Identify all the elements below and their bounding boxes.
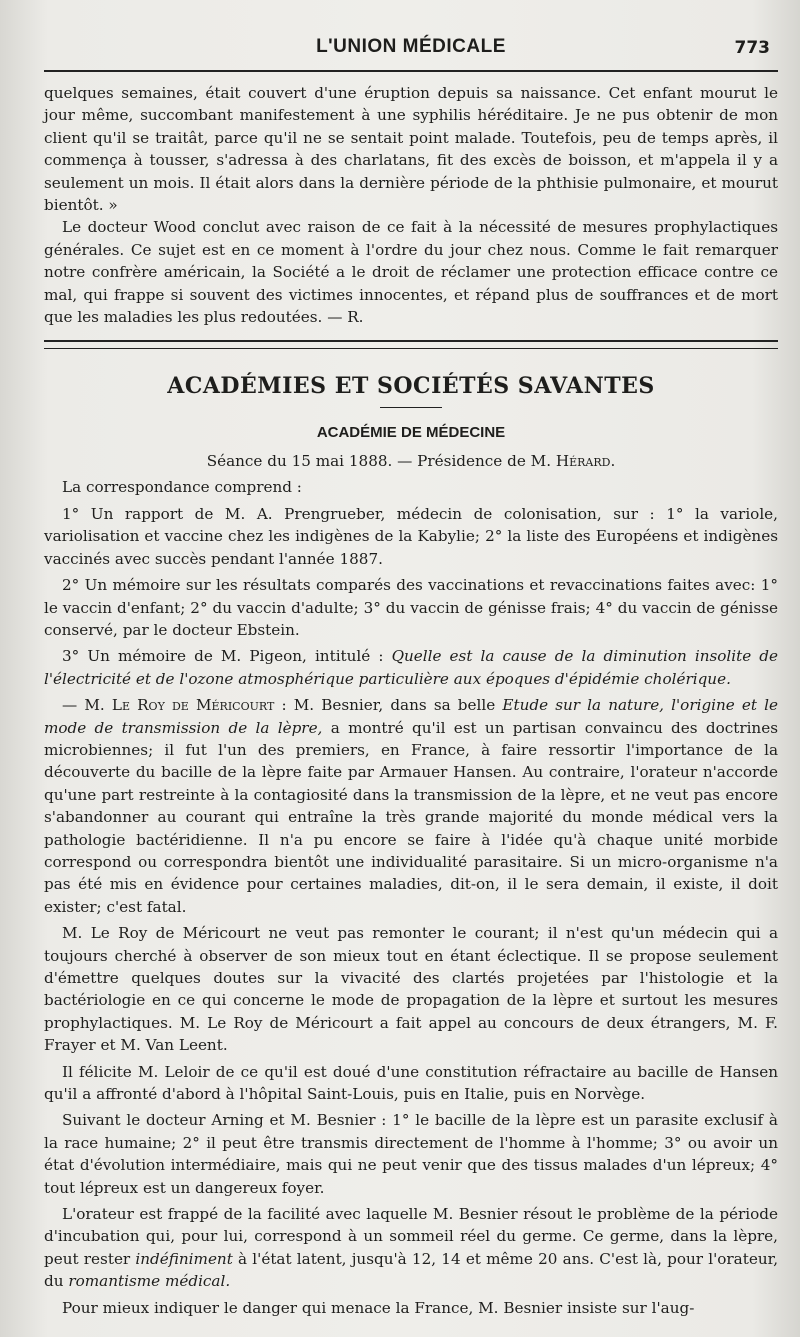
- item-3-lead: 3° Un mémoire de M. Pigeon, intitulé :: [62, 647, 384, 666]
- leroy-paragraph-5: [44, 1203, 778, 1293]
- page-body: [44, 82, 778, 1319]
- leroy-paragraph-6: Pour mieux indiquer le danger qui menace la France, M. Besnier insiste sur l'aug-: [62, 1298, 695, 1317]
- title-underline: [380, 407, 442, 408]
- session-end: .: [610, 452, 616, 471]
- speaker-name: Le Roy de Méricourt: [111, 696, 275, 715]
- intro-paragraph-2: Le docteur Wood conclut avec raison de ce fait à la nécessité de mesures prophylactiques générales. Ce sujet est en ce moment à l'ordre du jour chez nous. Comme le fait remarquer notre confrère américain, la Société a le droit de réclamer une protection efficace contre ce mal, qui frappe si souvent des victimes innocentes, et répand plus de souffrances et de mort que les maladies les plus redoutées. — R.: [44, 218, 778, 327]
- correspondence-intro: La correspondance comprend :: [62, 478, 302, 497]
- correspondence-item-2: 2° Un mémoire sur les résultats comparés des vaccinations et revaccinations faites avec: 1° le vaccin d'enfant; 2° du vaccin d'adulte; 3° du vaccin de génisse frais; 4° du vaccin de génisse conservé, par le docteur Ebstein.: [44, 576, 778, 639]
- page-number: 773: [734, 38, 770, 58]
- item-3-title: Quelle est la cause de la diminution insolite de l'électricité et de l'ozone atmosphérique particulière aux époques d'épidémie cholérique.: [44, 647, 779, 688]
- section-divider: [44, 340, 778, 349]
- leroy-paragraph-3: Il félicite M. Leloir de ce qu'il est doué d'une constitution réfractaire au bacille de Hansen qu'il a affronté d'abord à l'hôpital Saint-Louis, puis en Italie, puis en Norvège.: [44, 1062, 778, 1104]
- p1-text-b: a montré qu'il est un partisan convaincu des doctrines microbiennes; il fut l'un des premiers, en France, à faire ressortir l'importance de la découverte du bacille de la lèpre faite par Armauer Hansen. Au contraire, l'orateur n'accorde qu'une part restreinte à la contagiosité dans la transmission de la lèpre, et ne veut pas encore s'abandonner au courant qui entraîne la très grande majorité du monde médical vers la pathologie bactéridienne. Il n'a pu encore se faire à l'idée qu'à chaque unité morbide correspond ou correspondra bientôt une individualité parasitaire. Si un micro-organisme n'a pas été mis en évidence pour certaines maladies, dit-on, il le sera demain, il existe, il doit exister; c'est fatal.: [44, 718, 778, 916]
- leroy-paragraph-2: M. Le Roy de Méricourt ne veut pas remonter le courant; il n'est qu'un médecin qui a toujours cherché à observer de son mieux tout en étant éclectique. Il se propose seulement d'émettre quelques doutes sur la vivacité des clartés projetées par l'histologie et la bactériologie en ce qui concerne le mode de propagation de la lèpre et surtout les mesures prophylactiques. M. Le Roy de Méricourt a fait appel au concours de deux étrangers, M. F. Frayer et M. Van Leent.: [44, 924, 778, 1055]
- p5-emphasis-2: romantisme médical.: [68, 1272, 231, 1291]
- president-name: Hérard: [555, 452, 611, 471]
- leroy-paragraph-4: Suivant le docteur Arning et M. Besnier : 1° le bacille de la lèpre est un parasite exclusif à la race humaine; 2° il peut être transmis directement de l'homme à l'homme; 3° ou avoir un état d'évolution intermédiaire, mais qui ne peut venir que des tissus malades d'un lépreux; 4° tout lépreux est un dangereux foyer.: [44, 1111, 778, 1197]
- section-title: ACADÉMIES ET SOCIÉTÉS SAVANTES: [167, 373, 655, 400]
- running-head: L'UNION MÉDICALE: [316, 36, 506, 57]
- p5-emphasis-1: indéfiniment: [135, 1249, 233, 1268]
- intro-paragraph-1: quelques semaines, était couvert d'une éruption depuis sa naissance. Cet enfant mourut le jour même, succombant manifestement à une syphilis héréditaire. Je ne pus obtenir de mon client qu'il se traitât, parce qu'il ne se sentait point malade. Toutefois, peu de temps après, il commença à tousser, s'adressa à des charlatans, fit des excès de boisson, et m'appela il y a seulement un mois. Il était alors dans la dernière période de la phthisie pulmonaire, et mourut bientôt. »: [44, 84, 778, 215]
- p5-text-a: L'orateur est frappé de la facilité avec laquelle M. Besnier résout le problème de la période d'incubation qui, pour lui, correspond à un sommeil réel du germe. Ce germe, dans la lèpre, peut rester: [44, 1205, 778, 1268]
- page-header: [44, 36, 778, 76]
- header-rule: [44, 70, 778, 72]
- leroy-paragraph-1: [44, 694, 778, 918]
- session-line: [44, 450, 778, 472]
- dash-lead: — M.: [62, 696, 105, 715]
- correspondence-item-3: [44, 645, 778, 690]
- p1-text-a: : M. Besnier, dans sa belle: [281, 696, 496, 715]
- correspondence-item-1: 1° Un rapport de M. A. Prengrueber, médecin de colonisation, sur : 1° la variole, variolisation et vaccine chez les indigènes de la Kabylie; 2° la liste des Européens et indigènes vaccinés avec succès pendant l'année 1887.: [44, 504, 778, 568]
- section-subtitle: ACADÉMIE DE MÉDECINE: [316, 424, 506, 442]
- cited-work-title: Etude sur la nature, l'origine et le mode de transmission de la lèpre,: [44, 696, 779, 737]
- p5-text-b: à l'état latent, jusqu'à 12, 14 et même 20 ans. C'est là, pour l'orateur, du: [44, 1249, 779, 1291]
- session-text: Séance du 15 mai 1888. — Présidence de M.: [206, 452, 552, 471]
